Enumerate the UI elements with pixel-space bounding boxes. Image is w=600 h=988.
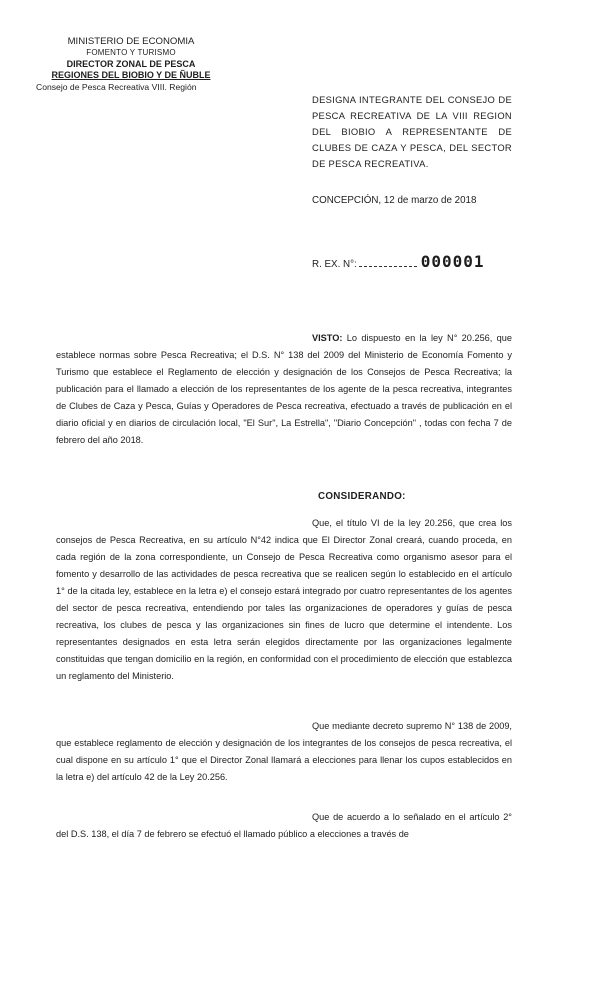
- visto-label: VISTO:: [312, 333, 343, 343]
- considerando-paragraph-3: [56, 809, 512, 843]
- visto-text: Lo dispuesto en la ley N° 20.256, que establece normas sobre Pesca Recreativa; el D.S. N° 138 del 2009 del Ministerio de Economía Fomento y Turismo que establece el Reglamento de elección y designación de los Consejos de Pesca Recreativa; la publicación para el llamado a elección de los representantes de los agente de la pesca recreativa, integrantes de Clubes de Caza y Pesca, Guías y Operadores de Pesca recreativa, efectuado a través de publicación en el diario oficial y en diarios de circulación local, "El Sur", La Estrella", "Diario Concepción" , todas con fecha 7 de febrero del año 2018.: [56, 333, 512, 445]
- visto-section: [56, 330, 512, 449]
- considerando-paragraph-2: [56, 718, 512, 786]
- ministry-subtitle: FOMENTO Y TURISMO: [86, 48, 176, 58]
- letterhead: [36, 36, 226, 93]
- resolution-number: 000001: [420, 252, 485, 271]
- regions-title: REGIONES DEL BIOBIO Y DE ÑUBLE: [51, 70, 211, 81]
- resolution-subject: DESIGNA INTEGRANTE DEL CONSEJO DE PESCA RECREATIVA DE LA VIII REGION DEL BIOBIO A REPRESENTANTE DE CLUBES DE CAZA Y PESCA, DEL SECTOR DE PESCA RECREATIVA.: [312, 94, 512, 169]
- resolution-number-label: R. EX. N°:: [312, 259, 357, 270]
- ministry-name: MINISTERIO DE ECONOMIA: [67, 36, 195, 47]
- office-title: DIRECTOR ZONAL DE PESCA: [66, 58, 196, 69]
- resolution-number-blank: [359, 256, 417, 267]
- paragraph-text: Que, el título VI de la ley 20.256, que crea los consejos de Pesca Recreativa, en su artículo N°42 indica que El Director Zonal creará, cuando proceda, en cada región de la zona correspondiente, un Consejo de Pesca Recreativa como organismo asesor para el fomento y desarrollo de las actividades de pesca recreativa que se realicen según lo establecido en el artículo 1° de la citada ley, establece en la letra e) el consejo estará integrado por cuatro representantes de los agentes del sector de pesca recreativa, entendiendo por tales las organizaciones de operadores y guías de pesca recreativa, los clubes de pesca y las organizaciones sin fines de lucro que determine el intendente. Los representantes designados en esta letra serán elegidos directamente por las organizaciones legalmente constituidas que tengan domicilio en la región, en conformidad con el procedimiento de elección que establezca un reglamento del Ministerio.: [56, 518, 512, 681]
- paragraph-text: Que de acuerdo a lo señalado en el artículo 2° del D.S. 138, el día 7 de febrero se efectuó el llamado público a elecciones a través de: [56, 812, 512, 839]
- paragraph-text: Que mediante decreto supremo N° 138 de 2009, que establece reglamento de elección y designación de los integrantes de los consejos de pesca recreativa, el cual dispone en su artículo 1° que el Director Zonal llamará a elecciones para llenar los cupos establecidos en la letra e) del artículo 42 de la Ley 20.256.: [56, 721, 512, 782]
- considerando-heading: CONSIDERANDO:: [318, 491, 406, 502]
- considerando-paragraph-1: [56, 515, 512, 685]
- resolution-date: CONCEPCIÓN, 12 de marzo de 2018: [312, 195, 477, 206]
- visto-paragraph: [56, 330, 512, 449]
- resolution-number-line: [312, 252, 485, 271]
- council-name: Consejo de Pesca Recreativa VIII. Región: [36, 81, 197, 92]
